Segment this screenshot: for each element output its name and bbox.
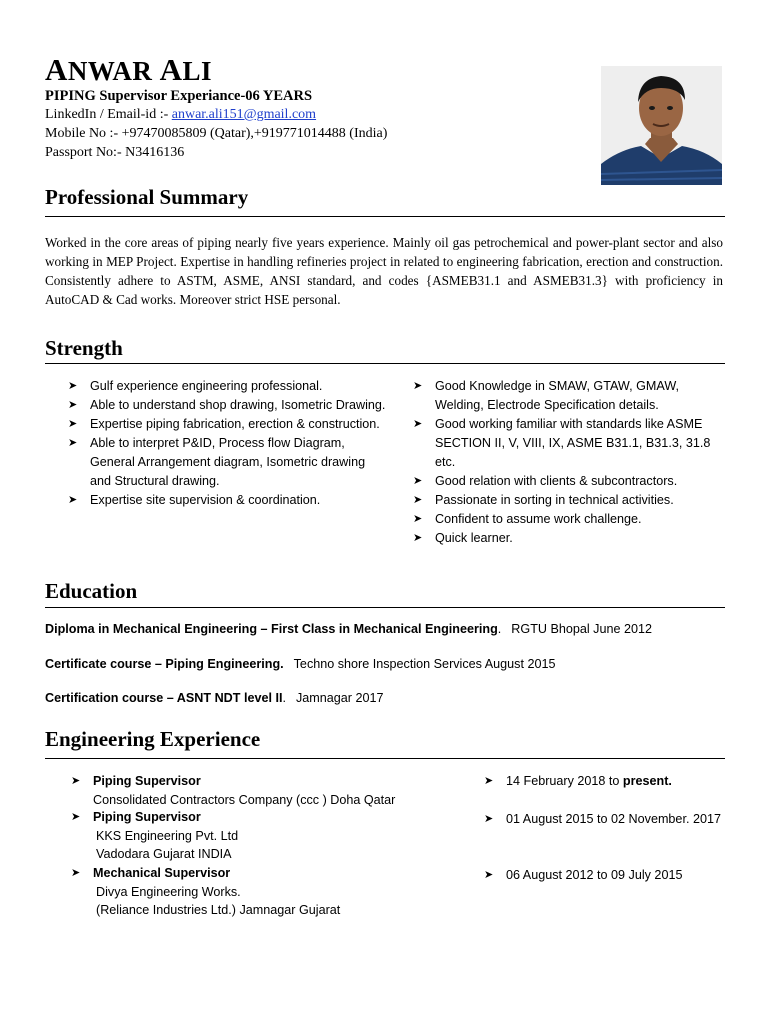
job-entry xyxy=(71,772,396,809)
job-location: Vadodara Gujarat INDIA xyxy=(96,847,232,861)
arrowhead-bullet-icon: ➤ xyxy=(68,418,78,430)
linkedin-email-line xyxy=(45,107,316,123)
strength-item: ➤ Good Knowledge in SMAW, GTAW, GMAW, Welding, Electrode Specification details. xyxy=(413,379,680,412)
job-entry xyxy=(71,808,239,864)
strength-item: ➤ Good relation with clients & subcontractors. xyxy=(413,472,713,491)
job-title: Mechanical Supervisor xyxy=(93,866,231,880)
strength-item: ➤ Confident to assume work challenge. xyxy=(413,510,713,529)
role-line: PIPING Supervisor Experiance-06 YEARS xyxy=(45,88,313,104)
job-employer: KKS Engineering Pvt. Ltd xyxy=(96,828,239,843)
arrowhead-bullet-icon: ➤ xyxy=(484,869,494,881)
strength-item: ➤ Able to interpret P&ID, Process flow Diagram, General Arrangement diagram, Isometric drawing and Structural drawing. xyxy=(68,436,366,488)
job-date: ➤ 01 August 2015 to 02 November. 2017 xyxy=(506,810,721,829)
job-entry xyxy=(71,864,341,920)
strength-item: ➤ Quick learner. xyxy=(413,529,713,548)
arrowhead-bullet-icon: ➤ xyxy=(68,437,78,449)
strength-item: ➤ Expertise site supervision & coordination. xyxy=(68,491,388,510)
arrowhead-bullet-icon: ➤ xyxy=(413,418,423,430)
linkedin-label: LinkedIn / Email-id :- xyxy=(45,107,172,122)
job-date: ➤ 14 February 2018 to present. xyxy=(506,772,672,791)
arrowhead-bullet-icon: ➤ xyxy=(484,813,494,825)
education-item-ndt-course: Certification course – ASNT NDT level II. Jamnagar 2017 xyxy=(45,691,384,705)
strength-item: ➤ Passionate in sorting in technical activities. xyxy=(413,491,713,510)
job-title: Piping Supervisor xyxy=(93,774,201,788)
job-title: Piping Supervisor xyxy=(93,810,201,824)
experience-heading: Engineering Experience xyxy=(45,727,261,751)
mobile-line: Mobile No :- +97470085809 (Qatar),+919771014488 (India) xyxy=(45,126,388,141)
arrowhead-bullet-icon: ➤ xyxy=(413,380,423,392)
strength-item: ➤ Gulf experience engineering professional. xyxy=(68,377,388,396)
strength-item: ➤ Good working familiar with standards like ASME SECTION II, V, VIII, IX, ASME B31.1, B31.3, 31.8 etc. xyxy=(413,417,711,469)
arrowhead-bullet-icon: ➤ xyxy=(484,775,494,787)
arrowhead-bullet-icon: ➤ xyxy=(71,811,81,823)
strength-item: ➤ Expertise piping fabrication, erection & construction. xyxy=(68,415,388,434)
job-client: (Reliance Industries Ltd.) Jamnagar Gujarat xyxy=(96,903,341,917)
job-employer: Divya Engineering Works. xyxy=(96,884,241,899)
education-item-piping-course: Certificate course – Piping Engineering. Techno shore Inspection Services August 2015 xyxy=(45,657,556,671)
arrowhead-bullet-icon: ➤ xyxy=(413,475,423,487)
experience-divider xyxy=(45,758,725,759)
summary-divider xyxy=(45,216,725,217)
job-employer: Consolidated Contractors Company (ccc ) Doha Qatar xyxy=(93,792,396,807)
arrowhead-bullet-icon: ➤ xyxy=(68,380,78,392)
arrowhead-bullet-icon: ➤ xyxy=(413,532,423,544)
job-date: ➤ 06 August 2012 to 09 July 2015 xyxy=(506,866,682,885)
strength-item: ➤ Able to understand shop drawing, Isometric Drawing. xyxy=(68,396,388,415)
arrowhead-bullet-icon: ➤ xyxy=(71,775,81,787)
strength-list-right xyxy=(413,377,713,548)
strength-heading: Strength xyxy=(45,336,123,360)
arrowhead-bullet-icon: ➤ xyxy=(71,867,81,879)
arrowhead-bullet-icon: ➤ xyxy=(68,494,78,506)
arrowhead-bullet-icon: ➤ xyxy=(68,399,78,411)
arrowhead-bullet-icon: ➤ xyxy=(413,513,423,525)
education-divider xyxy=(45,607,725,608)
arrowhead-bullet-icon: ➤ xyxy=(413,494,423,506)
strength-list-left xyxy=(68,377,388,510)
profile-photo xyxy=(601,66,722,185)
strength-divider xyxy=(45,363,725,364)
email-link[interactable]: anwar.ali151@gmail.com xyxy=(171,107,317,122)
summary-text: Worked in the core areas of piping nearly five years experience. Mainly oil gas petrochemical and power-plant sector and also working in MEP Project. Expertise in handling refineries project in related to engineering fabrication, erection and construction. Consistently adhere to ASTM, ASME, ANSI standard, and codes {ASMEB31.1 and ASMEB31.3} with proficiency in AutoCAD & Cad works. Moreover strict HSE personal. xyxy=(45,235,723,307)
education-heading: Education xyxy=(45,579,138,603)
passport-line: Passport No:- N3416136 xyxy=(45,145,185,160)
summary-heading: Professional Summary xyxy=(45,185,249,209)
education-item-diploma: Diploma in Mechanical Engineering – First Class in Mechanical Engineering. RGTU Bhopal June 2012 xyxy=(45,622,653,636)
portrait-illustration xyxy=(601,66,722,185)
candidate-name: ANWAR ALI xyxy=(45,52,213,87)
